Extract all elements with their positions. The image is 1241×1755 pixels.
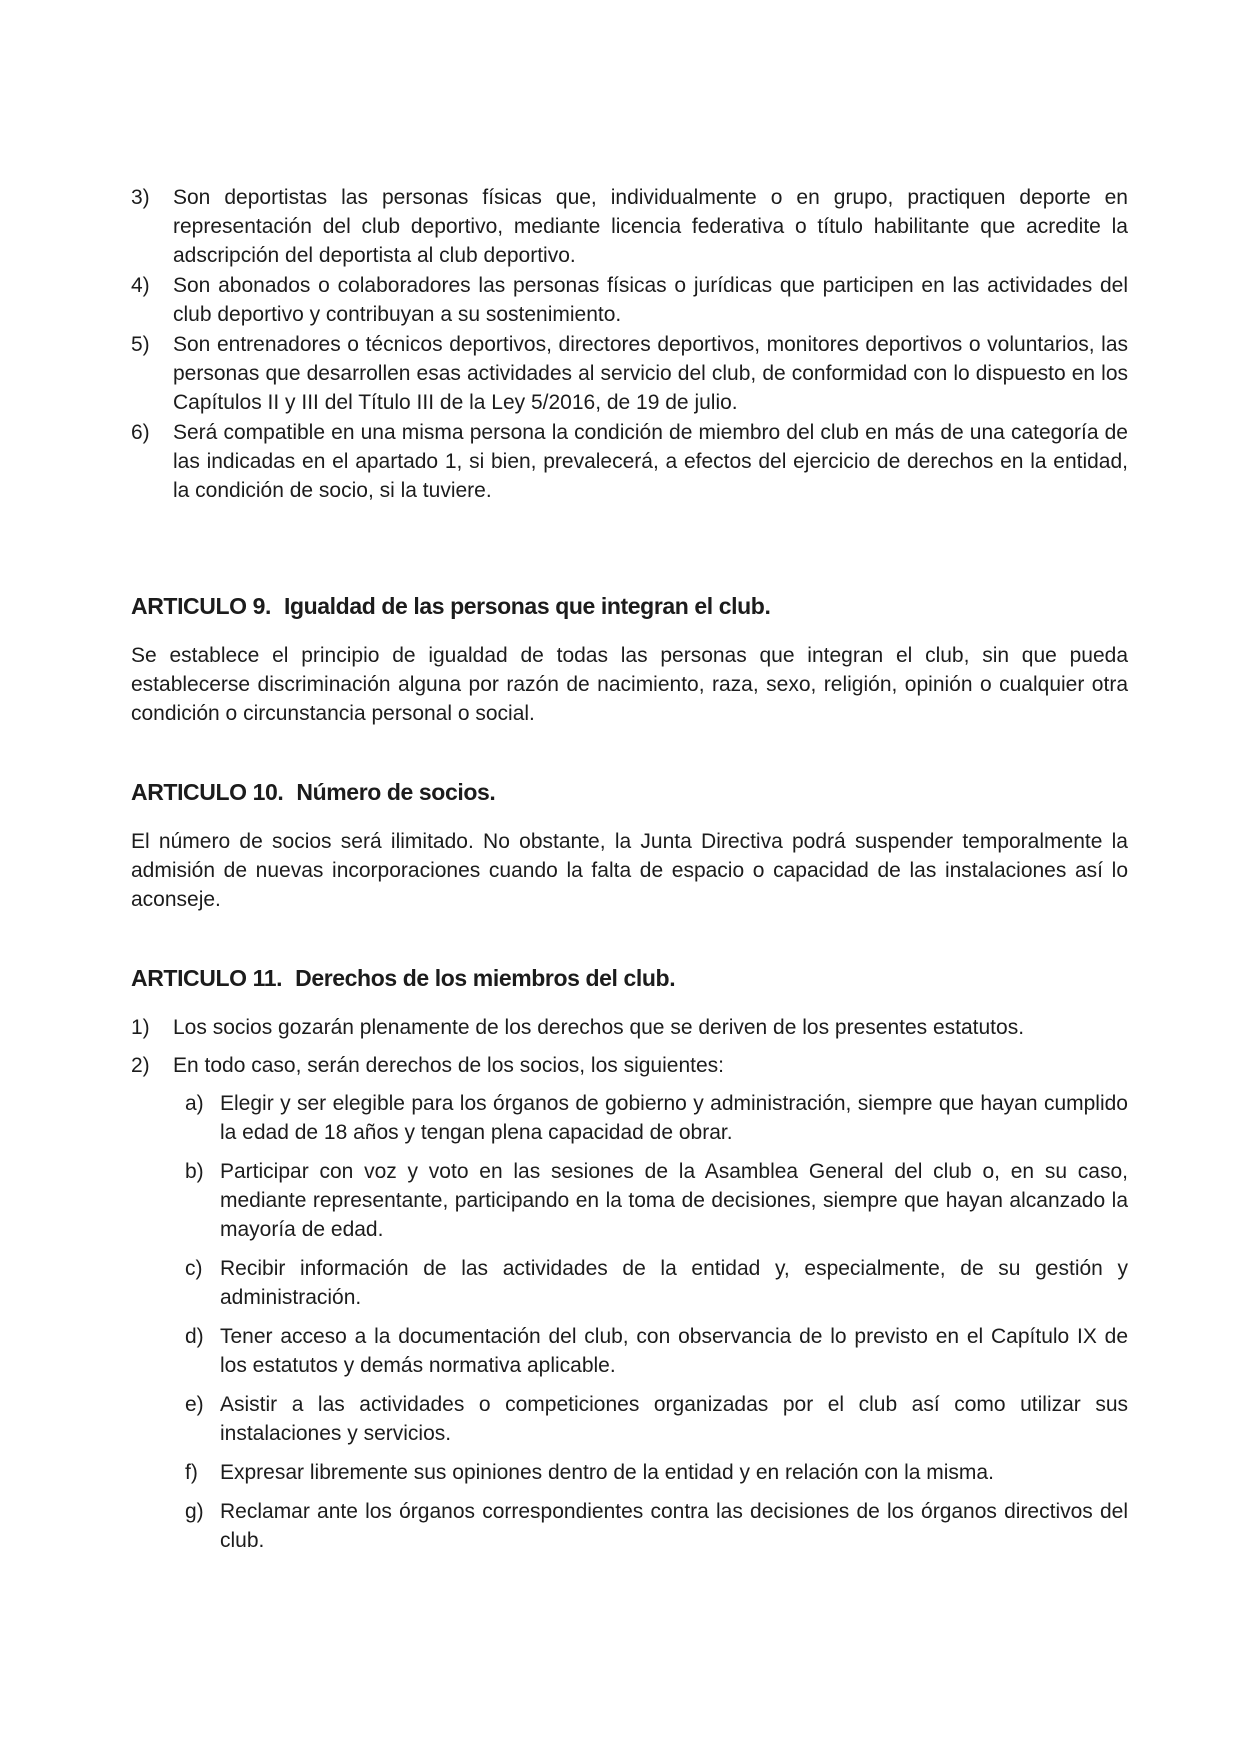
- sub-list-item-marker: f): [185, 1461, 198, 1484]
- article-10-number: ARTICULO 10.: [131, 779, 284, 805]
- sub-list-item-text: Reclamar ante los órganos correspondientes contra las decisiones de los órganos directivos del club.: [220, 1500, 1128, 1552]
- article-11-number: ARTICULO 11.: [131, 965, 283, 991]
- sub-list-item: [185, 1254, 1128, 1312]
- list-item-marker: 4): [131, 274, 150, 297]
- list-item-marker: 5): [131, 333, 150, 356]
- intro-numbered-list: [131, 183, 1128, 505]
- list-item: [131, 330, 1128, 417]
- list-item-marker: 6): [131, 421, 150, 444]
- list-item-text: Son abonados o colaboradores las personas físicas o jurídicas que participen en las actividades del club deportivo y contribuyan a su sostenimiento.: [173, 274, 1128, 326]
- article-10-title: Número de socios.: [296, 779, 496, 805]
- list-item-marker: 2): [131, 1054, 150, 1077]
- article-11-title: Derechos de los miembros del club.: [295, 965, 676, 991]
- list-item: [131, 418, 1128, 505]
- sub-list-item-text: Elegir y ser elegible para los órganos de gobierno y administración, siempre que hayan cumplido la edad de 18 años y tengan plena capacidad de obrar.: [220, 1092, 1128, 1144]
- article-11-numbered-list: [131, 1013, 1128, 1555]
- sub-list-item: [185, 1322, 1128, 1380]
- sub-list-item-text: Asistir a las actividades o competiciones organizadas por el club así como utilizar sus instalaciones y servicios.: [220, 1393, 1128, 1445]
- sub-list-item-marker: e): [185, 1393, 204, 1416]
- sub-list-item-text: Participar con voz y voto en las sesiones de la Asamblea General del club o, en su caso, mediante representante, participando en la toma de decisiones, siempre que hayan alcanzado la mayoría de edad.: [220, 1160, 1128, 1241]
- sub-list-item: [185, 1157, 1128, 1244]
- sub-list-item-marker: g): [185, 1500, 204, 1523]
- list-item: [131, 1051, 1128, 1080]
- list-item-marker: 3): [131, 186, 150, 209]
- list-item: [131, 183, 1128, 270]
- article-11-lettered-sublist: [185, 1089, 1128, 1555]
- sub-list-item-text: Recibir información de las actividades de la entidad y, especialmente, de su gestión y administración.: [220, 1257, 1128, 1309]
- sub-list-item: [185, 1458, 1128, 1487]
- sub-list-item-marker: a): [185, 1092, 204, 1115]
- list-item-text: Será compatible en una misma persona la condición de miembro del club en más de una categoría de las indicadas en el apartado 1, si bien, prevalecerá, a efectos del ejercicio de derechos en la entidad, la condición de socio, si la tuviere.: [173, 421, 1128, 502]
- article-9-paragraph: Se establece el principio de igualdad de todas las personas que integran el club, sin que pueda establecerse discriminación alguna por razón de nacimiento, raza, sexo, religión, opinión o cualquier otra condición o circunstancia personal o social.: [131, 644, 1128, 725]
- sub-list-item: [185, 1390, 1128, 1448]
- article-10-paragraph: El número de socios será ilimitado. No obstante, la Junta Directiva podrá suspender temporalmente la admisión de nuevas incorporaciones cuando la falta de espacio o capacidad de las instalaciones así lo aconseje.: [131, 830, 1128, 911]
- list-item: [131, 1013, 1128, 1042]
- list-item-text: Son entrenadores o técnicos deportivos, directores deportivos, monitores deportivos o voluntarios, las personas que desarrollen esas actividades al servicio del club, de conformidad con lo dispuesto en los Capítulos II y III del Título III de la Ley 5/2016, de 19 de julio.: [173, 333, 1128, 414]
- article-10-heading: [131, 778, 1128, 807]
- list-item-text: Son deportistas las personas físicas que, individualmente o en grupo, practiquen deporte en representación del club deportivo, mediante licencia federativa o título habilitante que acredite la adscripción del deportista al club deportivo.: [173, 186, 1128, 267]
- article-9-number: ARTICULO 9.: [131, 593, 271, 619]
- list-item: [131, 271, 1128, 329]
- article-9-title: Igualdad de las personas que integran el club.: [284, 593, 771, 619]
- list-item-text: Los socios gozarán plenamente de los derechos que se deriven de los presentes estatutos.: [173, 1016, 1025, 1039]
- list-item-marker: 1): [131, 1016, 150, 1039]
- list-item-text: En todo caso, serán derechos de los socios, los siguientes:: [173, 1054, 724, 1077]
- sub-list-item: [185, 1497, 1128, 1555]
- sub-list-item-marker: c): [185, 1257, 203, 1280]
- article-11-heading: [131, 964, 1128, 993]
- sub-list-item-text: Expresar libremente sus opiniones dentro de la entidad y en relación con la misma.: [220, 1461, 994, 1484]
- sub-list-item-marker: d): [185, 1325, 204, 1348]
- sub-list-item: [185, 1089, 1128, 1147]
- article-9-heading: [131, 592, 1128, 621]
- sub-list-item-marker: b): [185, 1160, 204, 1183]
- sub-list-item-text: Tener acceso a la documentación del club, con observancia de lo previsto en el Capítulo IX de los estatutos y demás normativa aplicable.: [220, 1325, 1128, 1377]
